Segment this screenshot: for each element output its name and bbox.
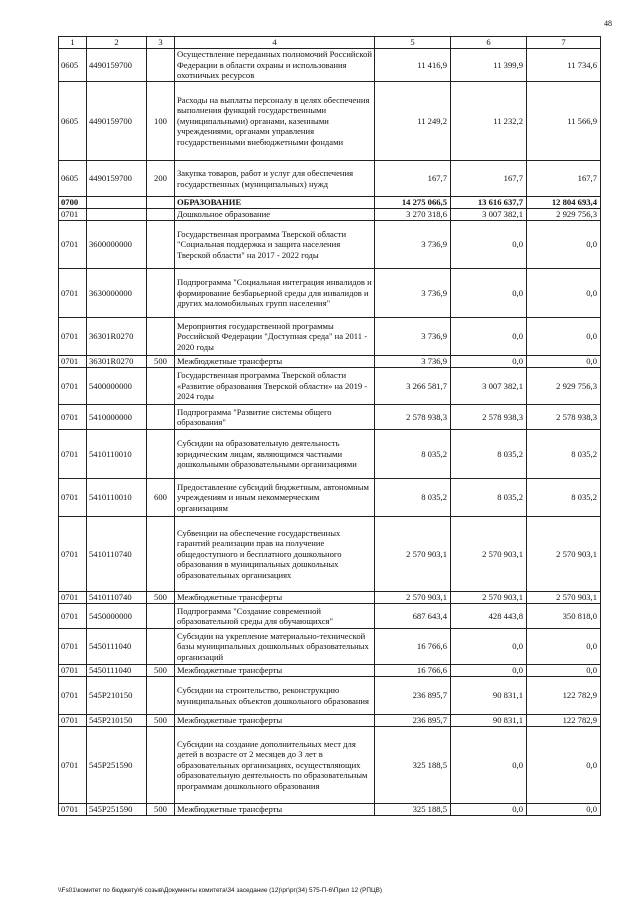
section-code: 0701 (59, 727, 87, 804)
item-name: Предоставление субсидий бюджетным, автономным учреждениям и иным некоммерческим организациям (175, 479, 375, 517)
amount-col5: 3 736,9 (375, 269, 451, 318)
section-code: 0701 (59, 209, 87, 221)
amount-col6: 8 035,2 (451, 479, 527, 517)
table-row (59, 197, 601, 209)
amount-col5: 236 895,7 (375, 715, 451, 727)
section-code: 0701 (59, 430, 87, 479)
target-article-code: 5450111040 (87, 629, 147, 665)
amount-col5: 8 035,2 (375, 430, 451, 479)
expense-type-code (147, 677, 175, 715)
amount-col5: 3 266 581,7 (375, 368, 451, 405)
amount-col7: 8 035,2 (527, 479, 601, 517)
expense-type-code (147, 269, 175, 318)
file-path-footer: \\Fs01\комитет по бюджету\6 созыв\Документы комитета\34 заседание (12)\рг\рг(34) 575-П-6\Прил 12 (РПЦВ) (58, 887, 383, 894)
amount-col7: 0,0 (527, 356, 601, 368)
table-row (59, 49, 601, 82)
table-row (59, 517, 601, 592)
item-name: Подпрограмма "Социальная интеграция инвалидов и формирование безбарьерной среды для инвалидов и других маломобильных групп населения" (175, 269, 375, 318)
amount-col7: 0,0 (527, 665, 601, 677)
amount-col5: 167,7 (375, 161, 451, 197)
target-article-code: 5410110010 (87, 479, 147, 517)
section-code: 0701 (59, 479, 87, 517)
section-code: 0701 (59, 517, 87, 592)
expense-type-code: 600 (147, 479, 175, 517)
header-cell: 5 (375, 37, 451, 49)
amount-col6: 0,0 (451, 727, 527, 804)
table-row (59, 430, 601, 479)
amount-col7: 11 734,6 (527, 49, 601, 82)
target-article-code: 3600000000 (87, 221, 147, 269)
expense-type-code (147, 209, 175, 221)
amount-col5: 16 766,6 (375, 629, 451, 665)
target-article-code: 36301R0270 (87, 318, 147, 356)
table-row (59, 727, 601, 804)
item-name: Подпрограмма "Создание современной образовательной среды для обучающихся" (175, 604, 375, 629)
expense-type-code: 500 (147, 665, 175, 677)
table-row (59, 604, 601, 629)
table-row (59, 269, 601, 318)
amount-col5: 3 736,9 (375, 356, 451, 368)
target-article-code: 5410000000 (87, 405, 147, 430)
section-code: 0701 (59, 405, 87, 430)
amount-col7: 0,0 (527, 804, 601, 816)
header-row (59, 37, 601, 49)
item-name: Осуществление переданных полномочий Российской Федерации в области охраны и использования охотничьих ресурсов (175, 49, 375, 82)
table-row (59, 677, 601, 715)
header-cell: 4 (175, 37, 375, 49)
item-name: Закупка товаров, работ и услуг для обеспечения государственных (муниципальных) нужд (175, 161, 375, 197)
expense-type-code: 500 (147, 592, 175, 604)
amount-col5: 16 766,6 (375, 665, 451, 677)
target-article-code: 5410110740 (87, 517, 147, 592)
header-cell: 2 (87, 37, 147, 49)
section-code: 0701 (59, 665, 87, 677)
expense-type-code: 500 (147, 715, 175, 727)
target-article-code: 5410110740 (87, 592, 147, 604)
amount-col6: 8 035,2 (451, 430, 527, 479)
header-cell: 1 (59, 37, 87, 49)
target-article-code: 5410110010 (87, 430, 147, 479)
amount-col7: 0,0 (527, 318, 601, 356)
target-article-code: 545P210150 (87, 715, 147, 727)
expense-type-code (147, 368, 175, 405)
section-code: 0701 (59, 629, 87, 665)
section-code: 0701 (59, 318, 87, 356)
amount-col6: 0,0 (451, 804, 527, 816)
target-article-code: 545P251590 (87, 727, 147, 804)
item-name: Государственная программа Тверской области «Развитие образования Тверской области» на 2019 - 2024 годы (175, 368, 375, 405)
expense-type-code (147, 629, 175, 665)
amount-col6: 2 578 938,3 (451, 405, 527, 430)
item-name: Подпрограмма "Развитие системы общего образования" (175, 405, 375, 430)
section-code: 0701 (59, 368, 87, 405)
expense-type-code (147, 517, 175, 592)
item-name: Межбюджетные трансферты (175, 356, 375, 368)
header-cell: 3 (147, 37, 175, 49)
table-row (59, 161, 601, 197)
target-article-code: 5450000000 (87, 604, 147, 629)
amount-col5: 236 895,7 (375, 677, 451, 715)
amount-col7: 122 782,9 (527, 715, 601, 727)
page-number: 48 (604, 19, 612, 28)
item-name: Мероприятия государственной программы Российской Федерации "Доступная среда" на 2011 - 2020 годы (175, 318, 375, 356)
amount-col5: 3 270 318,6 (375, 209, 451, 221)
expense-type-code (147, 405, 175, 430)
item-name: Межбюджетные трансферты (175, 715, 375, 727)
amount-col6: 2 570 903,1 (451, 517, 527, 592)
amount-col6: 0,0 (451, 269, 527, 318)
amount-col6: 11 232,2 (451, 82, 527, 161)
item-name: Дошкольное образование (175, 209, 375, 221)
expense-type-code (147, 727, 175, 804)
amount-col5: 687 643,4 (375, 604, 451, 629)
amount-col5: 3 736,9 (375, 221, 451, 269)
expense-type-code (147, 318, 175, 356)
item-name: ОБРАЗОВАНИЕ (175, 197, 375, 209)
table-row (59, 405, 601, 430)
amount-col7: 12 804 693,4 (527, 197, 601, 209)
table-row (59, 479, 601, 517)
amount-col5: 14 275 066,5 (375, 197, 451, 209)
header-cell: 6 (451, 37, 527, 49)
section-code: 0701 (59, 356, 87, 368)
expense-type-code (147, 49, 175, 82)
target-article-code: 4490159700 (87, 82, 147, 161)
amount-col6: 3 007 382,1 (451, 209, 527, 221)
target-article-code: 3630000000 (87, 269, 147, 318)
section-code: 0605 (59, 161, 87, 197)
target-article-code: 4490159700 (87, 49, 147, 82)
table-row (59, 82, 601, 161)
section-code: 0701 (59, 715, 87, 727)
amount-col6: 0,0 (451, 318, 527, 356)
section-code: 0701 (59, 804, 87, 816)
item-name: Межбюджетные трансферты (175, 592, 375, 604)
table-row (59, 209, 601, 221)
section-code: 0701 (59, 592, 87, 604)
amount-col7: 2 570 903,1 (527, 517, 601, 592)
budget-table (58, 36, 601, 816)
amount-col7: 350 818,0 (527, 604, 601, 629)
section-code: 0605 (59, 49, 87, 82)
amount-col5: 11 416,9 (375, 49, 451, 82)
header-cell: 7 (527, 37, 601, 49)
item-name: Межбюджетные трансферты (175, 665, 375, 677)
amount-col6: 428 443,8 (451, 604, 527, 629)
amount-col7: 2 929 756,3 (527, 368, 601, 405)
item-name: Субсидии на создание дополнительных мест для детей в возрасте от 2 месяцев до 3 лет в образовательных организациях, осуществляющих образовательную деятельность по образовательным программам дошкольного образования (175, 727, 375, 804)
item-name: Субсидии на образовательную деятельность юридическим лицам, являющимся частными дошкольными образовательными организациями (175, 430, 375, 479)
amount-col6: 0,0 (451, 665, 527, 677)
amount-col7: 167,7 (527, 161, 601, 197)
expense-type-code: 500 (147, 804, 175, 816)
section-code: 0701 (59, 221, 87, 269)
target-article-code (87, 209, 147, 221)
amount-col5: 11 249,2 (375, 82, 451, 161)
table-row (59, 715, 601, 727)
amount-col6: 0,0 (451, 356, 527, 368)
amount-col6: 0,0 (451, 629, 527, 665)
amount-col6: 0,0 (451, 221, 527, 269)
amount-col7: 2 578 938,3 (527, 405, 601, 430)
amount-col5: 3 736,9 (375, 318, 451, 356)
amount-col6: 13 616 637,7 (451, 197, 527, 209)
amount-col7: 0,0 (527, 221, 601, 269)
amount-col6: 3 007 382,1 (451, 368, 527, 405)
amount-col6: 90 831,1 (451, 677, 527, 715)
item-name: Межбюджетные трансферты (175, 804, 375, 816)
amount-col7: 122 782,9 (527, 677, 601, 715)
amount-col7: 8 035,2 (527, 430, 601, 479)
table-row (59, 665, 601, 677)
target-article-code: 545P210150 (87, 677, 147, 715)
amount-col5: 8 035,2 (375, 479, 451, 517)
amount-col7: 0,0 (527, 629, 601, 665)
expense-type-code (147, 430, 175, 479)
expense-type-code (147, 197, 175, 209)
amount-col6: 11 399,9 (451, 49, 527, 82)
target-article-code: 545P251590 (87, 804, 147, 816)
amount-col7: 0,0 (527, 727, 601, 804)
section-code: 0701 (59, 269, 87, 318)
item-name: Субсидии на укрепление материально-технической базы муниципальных дошкольных образовательных организаций (175, 629, 375, 665)
item-name: Субсидии на строительство, реконструкцию муниципальных объектов дошкольного образования (175, 677, 375, 715)
amount-col6: 167,7 (451, 161, 527, 197)
amount-col5: 325 188,5 (375, 804, 451, 816)
table-row (59, 629, 601, 665)
item-name: Субвенции на обеспечение государственных гарантий реализации прав на получение общедоступного и бесплатного дошкольного образования в муниципальных дошкольных образовательных организациях (175, 517, 375, 592)
amount-col7: 2 929 756,3 (527, 209, 601, 221)
amount-col6: 2 570 903,1 (451, 592, 527, 604)
item-name: Расходы на выплаты персоналу в целях обеспечения выполнения функций государственными (муниципальными) органами, казенными учреждениями, органами управления государственными внебюджетными фондами (175, 82, 375, 161)
section-code: 0605 (59, 82, 87, 161)
section-code: 0701 (59, 677, 87, 715)
item-name: Государственная программа Тверской области "Социальная поддержка и защита населения Тверской области" на 2017 - 2022 годы (175, 221, 375, 269)
expense-type-code: 500 (147, 356, 175, 368)
table-row (59, 592, 601, 604)
amount-col5: 325 188,5 (375, 727, 451, 804)
amount-col6: 90 831,1 (451, 715, 527, 727)
section-code: 0701 (59, 604, 87, 629)
expense-type-code: 100 (147, 82, 175, 161)
amount-col5: 2 570 903,1 (375, 592, 451, 604)
amount-col7: 11 566,9 (527, 82, 601, 161)
target-article-code: 5400000000 (87, 368, 147, 405)
expense-type-code: 200 (147, 161, 175, 197)
target-article-code: 36301R0270 (87, 356, 147, 368)
section-code: 0700 (59, 197, 87, 209)
target-article-code: 4490159700 (87, 161, 147, 197)
expense-type-code (147, 604, 175, 629)
table-row (59, 804, 601, 816)
expense-type-code (147, 221, 175, 269)
table-row (59, 221, 601, 269)
amount-col5: 2 578 938,3 (375, 405, 451, 430)
target-article-code: 5450111040 (87, 665, 147, 677)
amount-col7: 2 570 903,1 (527, 592, 601, 604)
target-article-code (87, 197, 147, 209)
table-row (59, 356, 601, 368)
table-row (59, 318, 601, 356)
table-row (59, 368, 601, 405)
amount-col7: 0,0 (527, 269, 601, 318)
amount-col5: 2 570 903,1 (375, 517, 451, 592)
